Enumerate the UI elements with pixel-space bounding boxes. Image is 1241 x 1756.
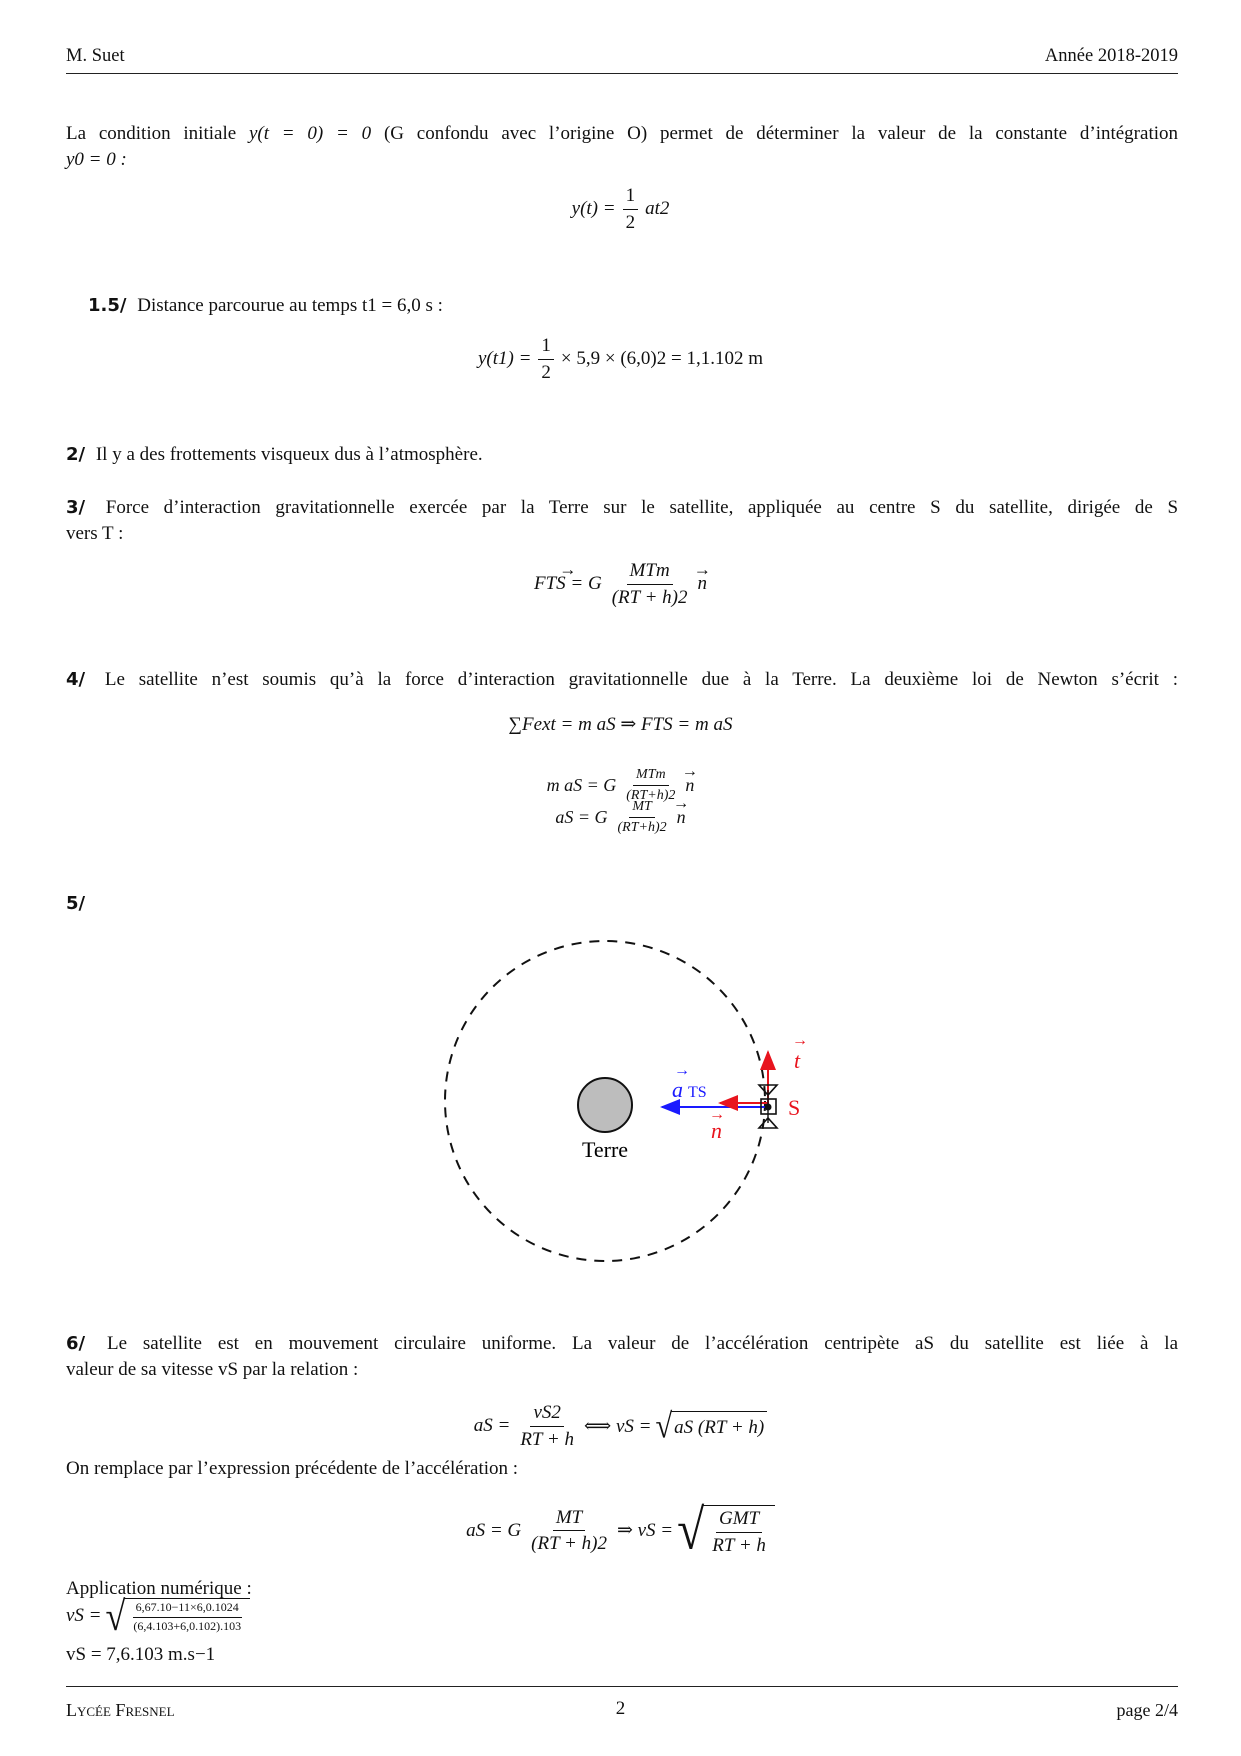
vector-a-sub: TS bbox=[688, 1084, 707, 1101]
eq-lhs: m aS = G bbox=[546, 775, 617, 796]
intro-text-a: La condition initiale bbox=[66, 123, 237, 144]
satellite-label: S bbox=[788, 1095, 801, 1120]
question-text: Il y a des frottements visqueux dus à l’atmosphère. bbox=[95, 444, 483, 465]
equation-y-of-t bbox=[0, 185, 1241, 234]
intro-text-b: (G confondu avec l’origine O) permet de déterminer la valeur de la constante d’intégration bbox=[383, 123, 1178, 144]
eq-unit-vector: → n bbox=[685, 775, 694, 796]
eq-den: (RT + h)2 bbox=[611, 586, 688, 608]
question-number: 5/ bbox=[66, 893, 86, 914]
question-text-b: valeur de sa vitesse vS par la relation : bbox=[66, 1359, 359, 1380]
eq-mid: ⟺ vS = bbox=[583, 1415, 652, 1437]
equation-velocity-expression bbox=[0, 1497, 1241, 1561]
intro-constant: y0 = 0 : bbox=[66, 149, 127, 170]
app-lhs: vS = bbox=[66, 1605, 102, 1627]
question-text-a: Force d’interaction gravitationnelle exercée par la Terre sur le satellite, appliquée au centre S du satellite, dirigée de S bbox=[105, 497, 1179, 518]
eq-radicand: aS (RT + h) bbox=[671, 1411, 767, 1441]
header-author: M. Suet bbox=[66, 46, 125, 66]
orbit-figure bbox=[430, 925, 830, 1275]
eq-root-num: GMT bbox=[716, 1508, 762, 1533]
eq-lhs: y(t1) = bbox=[477, 348, 532, 370]
question-1-5 bbox=[88, 293, 1200, 319]
application-result: vS = 7,6.103 m.s−1 bbox=[66, 1644, 216, 1665]
eq-den: 2 bbox=[541, 361, 551, 383]
vector-n-overarrow: → bbox=[709, 1106, 725, 1123]
question-number: 1.5/ bbox=[88, 295, 127, 316]
question-number: 3/ bbox=[66, 497, 86, 518]
question-text-b: vers T : bbox=[66, 523, 124, 544]
eq-den: (RT+h)2 bbox=[617, 820, 667, 836]
eq-den: 2 bbox=[625, 211, 636, 233]
vector-t-overarrow: → bbox=[792, 1032, 808, 1049]
eq-root-den: RT + h bbox=[712, 1534, 766, 1556]
sqrt-sign: √ bbox=[655, 1406, 673, 1446]
equation-distance bbox=[0, 335, 1241, 384]
equation-a bbox=[0, 799, 1241, 836]
eq-num: MTm bbox=[633, 767, 669, 786]
satellite-icon bbox=[759, 1085, 777, 1128]
sqrt-sign: √ bbox=[105, 1592, 126, 1639]
question-4 bbox=[66, 667, 1178, 693]
eq-unit-vector: → n bbox=[698, 573, 708, 595]
vector-a-overarrow: → bbox=[674, 1062, 690, 1079]
vector-a-label: a bbox=[672, 1077, 683, 1102]
question-5 bbox=[66, 891, 1178, 917]
equation-newton bbox=[0, 713, 1241, 736]
eq-lhs: aS = G bbox=[555, 807, 608, 828]
eq-num: MTm bbox=[627, 560, 673, 585]
eq-num: 1 bbox=[538, 335, 554, 360]
footer-page-count: page 2/4 bbox=[1116, 1700, 1178, 1720]
question-6 bbox=[66, 1331, 1178, 1383]
eq-num: MT bbox=[629, 799, 654, 818]
eq-mid: ⇒ vS = bbox=[616, 1520, 674, 1542]
vector-n-label: n bbox=[711, 1118, 722, 1143]
question-text: Distance parcourue au temps t1 = 6,0 s : bbox=[137, 295, 443, 316]
eq-lhs: aS = G bbox=[466, 1519, 522, 1541]
question-3 bbox=[66, 495, 1178, 547]
eq-lhs: aS = bbox=[473, 1415, 511, 1437]
eq-den: (RT+h)2 bbox=[626, 788, 676, 804]
eq-rhs: × 5,9 × (6,0)2 = 1,1.102 m bbox=[560, 348, 764, 370]
question-text: Le satellite n’est soumis qu’à la force d’interaction gravitationnelle due à la Terre. La deuxième loi de Newton s’écrit : bbox=[104, 669, 1178, 690]
eq-rhs: at2 bbox=[645, 198, 670, 220]
equation-force bbox=[0, 560, 1241, 609]
replace-text: On remplace par l’expression précédente de l’accélération : bbox=[66, 1458, 519, 1479]
eq-newton-line: ∑Fext = m aS ⇒ FTS = m aS bbox=[508, 714, 733, 735]
question-number: 6/ bbox=[66, 1333, 86, 1354]
header-rule bbox=[66, 73, 1178, 74]
intro-condition: y(t = 0) = 0 bbox=[248, 123, 372, 144]
sqrt-sign: √ bbox=[677, 1497, 705, 1561]
footer-school: Lycée Fresnel bbox=[66, 1700, 175, 1720]
intro-paragraph bbox=[66, 121, 1178, 173]
eq-num: vS2 bbox=[530, 1402, 563, 1427]
question-text-a: Le satellite est en mouvement circulaire uniforme. La valeur de l’accélération centripète aS du satellite est liée à la bbox=[106, 1333, 1178, 1354]
earth-disk bbox=[578, 1078, 632, 1132]
eq-num: MT bbox=[553, 1507, 585, 1532]
vector-t-label: t bbox=[794, 1048, 801, 1073]
question-number: 2/ bbox=[66, 444, 86, 465]
application-title: Application numérique : bbox=[66, 1578, 252, 1599]
eq-lhs: → FTS = G bbox=[534, 573, 602, 595]
app-num: 6,67.10−11×6,0.1024 bbox=[133, 1601, 242, 1618]
eq-den: (RT + h)2 bbox=[531, 1533, 607, 1555]
application-numeric bbox=[66, 1592, 250, 1639]
eq-den: RT + h bbox=[520, 1428, 574, 1450]
question-number: 4/ bbox=[66, 669, 86, 690]
app-den: (6,4.103+6,0.102).103 bbox=[133, 1619, 242, 1634]
eq-unit-vector: → n bbox=[677, 807, 686, 828]
eq-num: 1 bbox=[623, 185, 639, 210]
eq-lhs: y(t) = bbox=[571, 198, 616, 220]
header-year: Année 2018-2019 bbox=[1044, 46, 1178, 66]
earth-label: Terre bbox=[581, 1137, 629, 1162]
footer-rule bbox=[66, 1686, 1178, 1687]
question-2 bbox=[66, 442, 1178, 468]
equation-velocity-relation bbox=[0, 1402, 1241, 1451]
footer-page-number: 2 bbox=[615, 1698, 626, 1719]
